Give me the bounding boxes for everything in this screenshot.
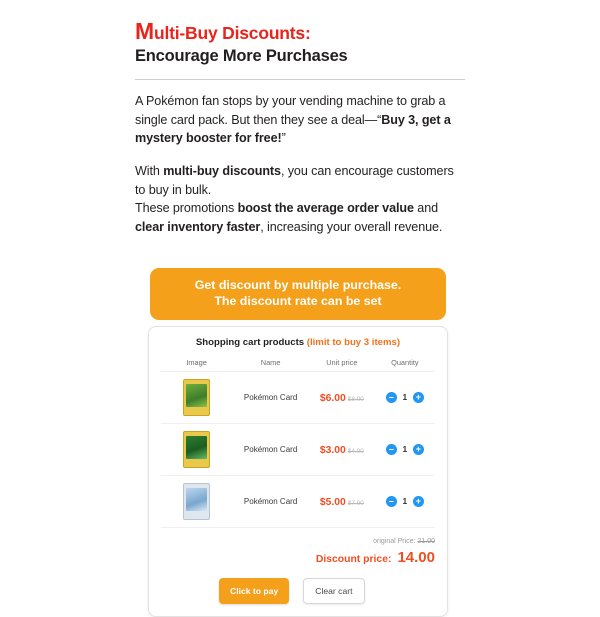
decrease-quantity-button[interactable]: – — [386, 392, 397, 403]
paragraph-intro-offer: Buy 3, get a mystery booster for free! — [135, 112, 451, 146]
cell-name: Pokémon Card — [232, 475, 309, 527]
discount-price-row — [161, 549, 435, 566]
cell-quantity — [375, 475, 435, 527]
discount-price-value: 14.00 — [397, 548, 435, 566]
pokemon-card-blue-thumb — [183, 483, 210, 520]
card-art — [186, 384, 207, 407]
benefit2-text-b: and — [413, 201, 439, 216]
original-price-label: original Price: — [373, 537, 416, 545]
increase-quantity-button[interactable]: + — [413, 392, 424, 403]
card-art — [186, 488, 207, 511]
shopping-cart-card — [148, 326, 448, 617]
unit-price: $5.00 — [319, 497, 346, 509]
table-row — [161, 475, 435, 527]
cart-table — [161, 355, 435, 528]
column-header-name: Name — [232, 355, 309, 372]
promo-banner — [150, 268, 446, 320]
cell-price — [309, 475, 375, 527]
increase-quantity-button[interactable]: + — [413, 444, 424, 455]
original-unit-price: $8.00 — [347, 396, 364, 404]
paragraph-benefit-1 — [135, 162, 465, 199]
cell-quantity — [375, 371, 435, 423]
title-line1-rest: ulti-Buy Discounts: — [153, 23, 311, 43]
benefit2-bold-2: clear inventory faster — [135, 219, 261, 234]
clear-cart-button[interactable]: Clear cart — [303, 578, 364, 604]
pokemon-card-darkgreen-thumb — [183, 431, 210, 468]
click-to-pay-button[interactable]: Click to pay — [219, 578, 289, 604]
cart-limit-note: (limit to buy 3 items) — [306, 336, 401, 348]
increase-quantity-button[interactable]: + — [413, 496, 424, 507]
paragraph-intro-text-a: A Pokémon fan stops by your vending machine to grab a single card pack. But then they see a deal—“ — [135, 94, 446, 127]
benefit2-bold-1: boost the average order value — [237, 201, 414, 216]
card-art — [186, 436, 207, 459]
page-title-line2: Encourage More Purchases — [135, 47, 348, 66]
title-drop-cap: M — [135, 18, 154, 44]
cart-table-header-row — [161, 355, 435, 372]
paragraph-intro — [135, 92, 465, 148]
benefit1-bold: multi-buy discounts — [163, 164, 281, 179]
cell-name: Pokémon Card — [232, 423, 309, 475]
cart-title-label: Shopping cart products — [195, 336, 305, 348]
promo-banner-line2: The discount rate can be set — [214, 294, 382, 309]
benefit2-text-c: , increasing your overall revenue. — [260, 219, 443, 234]
quantity-value: 1 — [402, 496, 408, 507]
cell-image — [161, 423, 232, 475]
table-row — [161, 371, 435, 423]
cell-image — [161, 475, 232, 527]
cart-title — [161, 337, 435, 348]
promo-banner-line1: Get discount by multiple purchase. — [194, 278, 402, 292]
original-price-value: 21.00 — [417, 537, 435, 545]
paragraph-benefit-2 — [135, 199, 465, 236]
benefit1-text-b: , you can encourage customers to buy in bulk. — [135, 164, 454, 197]
cell-price — [309, 423, 375, 475]
original-unit-price: $7.00 — [347, 500, 364, 508]
title-divider — [135, 79, 465, 80]
quantity-value: 1 — [402, 444, 408, 455]
benefit2-text-a: These promotions — [135, 201, 238, 216]
vending-machine-mockup — [148, 268, 448, 617]
original-unit-price: $4.00 — [347, 448, 364, 456]
decrease-quantity-button[interactable]: – — [386, 444, 397, 455]
quantity-value: 1 — [402, 392, 408, 403]
order-totals — [161, 538, 435, 566]
column-header-quantity: Quantity — [375, 355, 435, 372]
cell-price — [309, 371, 375, 423]
unit-price: $3.00 — [319, 445, 346, 457]
cell-quantity — [375, 423, 435, 475]
quantity-stepper[interactable] — [375, 392, 435, 403]
quantity-stepper[interactable] — [375, 496, 435, 507]
cell-name: Pokémon Card — [232, 371, 309, 423]
page-title-line1 — [135, 18, 465, 44]
unit-price: $6.00 — [319, 393, 346, 405]
decrease-quantity-button[interactable]: – — [386, 496, 397, 507]
paragraph-intro-text-b: ” — [281, 131, 286, 146]
pokemon-card-green-thumb — [183, 379, 210, 416]
discount-price-label: Discount price: — [315, 553, 392, 565]
column-header-image: Image — [161, 355, 232, 372]
original-price-row — [161, 538, 435, 545]
benefit1-text-a: With — [135, 164, 164, 179]
column-header-unit-price: Unit price — [309, 355, 375, 372]
table-row — [161, 423, 435, 475]
quantity-stepper[interactable] — [375, 444, 435, 455]
cell-image — [161, 371, 232, 423]
